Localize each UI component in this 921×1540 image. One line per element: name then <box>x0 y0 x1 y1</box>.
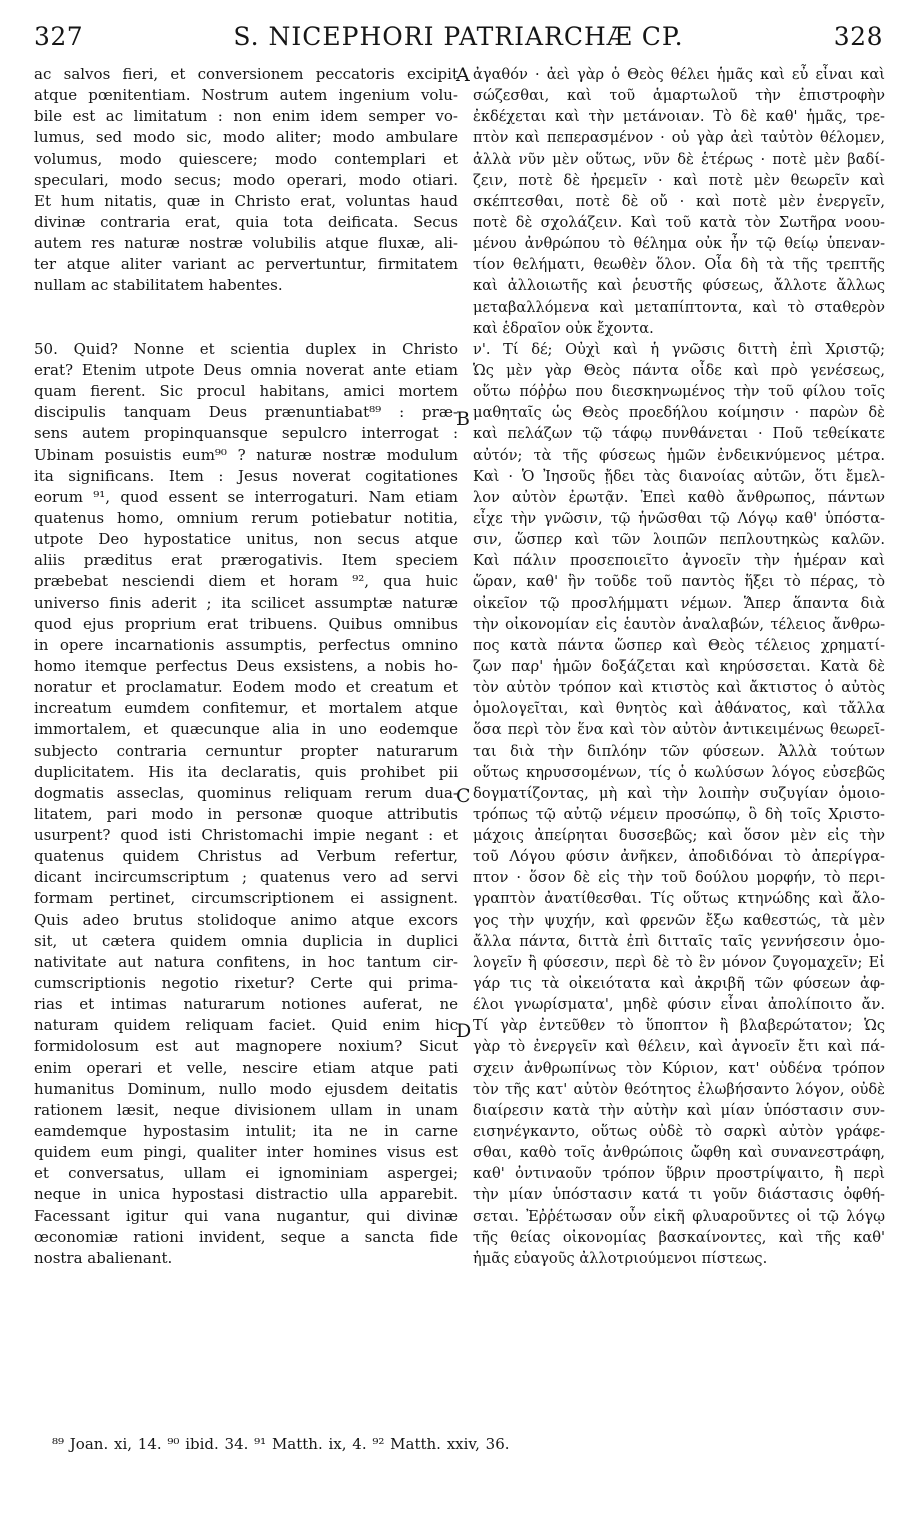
latin-text-line: nullam ac stabilitatem habentes. <box>34 276 283 295</box>
greek-column <box>473 64 885 1269</box>
greek-text-line: ἀγαθόν · ἀεὶ γὰρ ὁ Θεὸς θέλει ἡμᾶς καὶ εὖ εἶναι καὶ <box>473 66 885 83</box>
greek-text-line: τῆς θείας οἰκονομίας βασκαίνοντες, καὶ τῆς καθ' <box>473 1228 885 1246</box>
greek-text-line: σκέπτεσθαι, ποτὲ δὲ οὔ · καὶ ποτὲ μὲν ἐνεργεῖν, <box>473 192 885 210</box>
latin-text-line: universo finis aderit ; ita scilicet assumptæ naturæ <box>34 593 458 612</box>
latin-text-line: eamdemque hypostasim intulit; ita ne in carne <box>34 1122 458 1141</box>
footnotes: ⁸⁹ Joan. xi, 14. ⁹⁰ ibid. 34. ⁹¹ Matth. ix, 4. ⁹² Matth. xxiv, 36. <box>52 1435 510 1453</box>
greek-text-line: μάχοις ἀπείρηται δυσσεβῶς; καὶ ὅσον μὲν εἰς τὴν <box>473 827 885 845</box>
latin-text-line: formidolosum est aut magnopere noxium? Sicut <box>34 1037 458 1056</box>
latin-text-line: ac salvos fieri, et conversionem peccatoris excipit <box>34 65 458 83</box>
greek-text-line: ὁμολογεῖται, καὶ θνητὸς καὶ ἀθάνατος, καὶ τἄλλα <box>473 700 885 718</box>
latin-text-line: rias et intimas naturarum notiones auferat, ne <box>34 995 458 1014</box>
latin-text-line: naturam quidem reliquam faciet. Quid enim hic <box>34 1016 458 1035</box>
latin-text-line: Facessant igitur qui vana nugantur, qui divinæ <box>34 1206 458 1225</box>
latin-text-line: neque in unica hypostasi distractio ulla apparebit. <box>34 1185 458 1204</box>
latin-text-line: duplicitatem. His ita declaratis, quis prohibet pii <box>34 762 458 781</box>
greek-text-line: έλοι γνωρίσματα', μηδὲ φύσιν εἶναι ἀπολίποιτο ἄν. <box>473 996 885 1014</box>
latin-text-line: volumus, modo quiescere; modo contemplari et <box>34 149 458 168</box>
greek-text-line: οὕτω πόῤῥω που διεσκηνωμένος τὴν τοῦ φίλου τοῖς <box>473 383 885 401</box>
latin-text-line: discipulis tanquam Deus prænuntiabat⁸⁹ : præ- <box>34 403 458 422</box>
greek-text-line: καὶ ἑδραῖον οὐκ ἔχοντα. <box>473 319 654 337</box>
greek-text-line: τὸν αὐτὸν τρόπον καὶ κτιστὸς καὶ ἄκτιστος ὁ αὐτὸς <box>473 679 885 697</box>
latin-text-line: dicant incircumscriptum ; quatenus vero ad servi <box>34 868 458 887</box>
greek-text-line: γραπτὸν ἀνατίθεσθαι. Τίς οὕτως κτηνώδης καὶ ἄλο- <box>473 890 885 908</box>
latin-text-line: bile est ac limitatum : non enim idem semper vo- <box>34 107 458 126</box>
latin-text-line: formam pertinet, circumscriptionem ei assignent. <box>34 889 458 908</box>
latin-text-line: Ubinam posuistis eum⁹⁰ ? naturæ nostræ modulum <box>34 445 458 464</box>
latin-text-line: subjecto contraria cernuntur propter naturarum <box>34 741 458 760</box>
latin-text-line: 50. Quid? Nonne et scientia duplex in Christo <box>34 339 458 358</box>
greek-text-line: ὥραν, καθ' ἣν τοῦδε τοῦ παντὸς ἥξει τὸ πέρας, τὸ <box>473 573 885 591</box>
running-title: S. NICEPHORI PATRIARCHÆ CP. <box>233 22 684 51</box>
greek-text-line: λον αὐτὸν ἐρωτᾷν. Ἐπεὶ καθὸ ἄνθρωπος, πάντων <box>473 488 885 506</box>
greek-text-line: γὰρ τὸ ἐνεργεῖν καὶ θέλειν, καὶ ἀγνοεῖν ἔτι καὶ πά- <box>473 1038 885 1056</box>
greek-text-line: πος κατὰ πάντα ὥσπερ καὶ Θεὸς τέλειος χρηματί- <box>473 636 885 654</box>
greek-text-line: αὐτόν; τὰ τῆς φύσεως ἡμῶν ἐνδεικνύμενος μέτρα. <box>473 446 885 464</box>
latin-text-line: ita significans. Item : Jesus noverat cogitationes <box>34 466 458 485</box>
greek-text-line: ἀλλὰ νῦν μὲν οὕτως, νῦν δὲ ἑτέρως · ποτὲ μὲν βαδί- <box>473 150 885 168</box>
latin-text-line: aliis præditus erat prærogativis. Item speciem <box>34 551 458 570</box>
latin-text-line: utpote Deo hypostatice unitus, non secus atque <box>34 530 458 549</box>
greek-text-line: καὶ πελάζων τῷ τάφῳ πυνθάνεται · Ποῦ τεθείκατε <box>473 425 885 443</box>
latin-text-line: enim operari et velle, nescire etiam atque pati <box>34 1058 458 1077</box>
latin-text-line: ter atque aliter variant ac pervertuntur, firmitatem <box>34 255 458 274</box>
greek-text-line: ποτὲ δὲ σχολάζειν. Καὶ τοῦ κατὰ τὸν Σωτῆρα νοου- <box>473 213 885 231</box>
greek-text-line: ζων παρ' ἡμῶν δοξάζεται καὶ κηρύσσεται. Κατὰ δὲ <box>473 657 885 675</box>
latin-text-line: usurpent? quod isti Christomachi impie negant : et <box>34 826 458 845</box>
greek-text-line: γος τὴν ψυχήν, καὶ φρενῶν ἔξω καθεστώς, τὰ μὲν <box>473 911 885 929</box>
greek-text-line: εἶχε τὴν γνῶσιν, τῷ ἡνῶσθαι τῷ Λόγῳ καθ' ὑπόστα- <box>473 509 885 527</box>
greek-text-line: πτον · ὅσον δὲ εἰς τὴν τοῦ δούλου μορφήν, τὸ περι- <box>473 869 885 887</box>
greek-text-line: λογεῖν ἢ φύσεσιν, περὶ δὲ τὸ ἓν μόνον ζυγομαχεῖν; Εἰ <box>473 953 885 971</box>
latin-text-line: cumscriptionis negotio rixetur? Certe qui prima- <box>34 974 458 993</box>
greek-text-line: καὶ ἀλλοιωτῆς καὶ ῥευστῆς φύσεως, ἄλλοτε ἄλλως <box>473 277 885 295</box>
greek-text-line: τὸν τῆς κατ' αὐτὸν θεότητος ἐλωβήσαντο λόγον, οὐδὲ <box>473 1080 885 1098</box>
latin-text-line: œconomiæ rationi invident, seque a sancta fide <box>34 1227 458 1246</box>
greek-text-line: εισηνέγκαντο, οὕτως οὐδὲ τὸ σαρκὶ αὐτὸν γράφε- <box>473 1123 885 1141</box>
greek-text-line: διαίρεσιν κατὰ τὴν αὐτὴν καὶ μίαν ὑπόστασιν συν- <box>473 1101 885 1119</box>
latin-text-line: sens autem propinquansque sepulcro interrogat : <box>34 424 458 443</box>
latin-text-line: quidem eum pingi, qualiter inter homines visus est <box>34 1143 458 1162</box>
page-number-left: 327 <box>34 22 84 51</box>
greek-text-line: Τί γὰρ ἐντεῦθεν τὸ ὕποπτον ἢ βλαβερώτατον; Ὡς <box>473 1017 885 1035</box>
greek-text-line: τὴν οἰκονομίαν εἰς ἑαυτὸν ἀναλαβών, τέλειος ἄνθρω- <box>473 615 885 633</box>
latin-text-line: quam fierent. Sic procul habitans, amici mortem <box>34 382 458 401</box>
greek-text-line: σεται. Ἐῤῥέτωσαν οὖν εἰκῆ φλυαροῦντες οἱ τῷ λόγῳ <box>473 1207 885 1225</box>
latin-text-line: in opere incarnationis assumptis, perfectus omnino <box>34 635 458 654</box>
greek-text-line: ὅσα περὶ τὸν ἕνα καὶ τὸν αὐτὸν ἀντικειμένως θεωρεῖ- <box>473 721 885 739</box>
greek-text-line: καθ' ὀντιναοῦν τρόπον ὕβριν προστρίψαιτο, ἢ περὶ <box>473 1165 885 1183</box>
latin-text-line: Et hum nitatis, quæ in Christo erat, voluntas haud <box>34 191 458 210</box>
latin-text-line: quod ejus proprium erat tribuens. Quibus omnibus <box>34 614 458 633</box>
page-number-right: 328 <box>833 22 883 51</box>
greek-text-line: γάρ τις τὰ οἰκειότατα καὶ ἀκριβῆ τῶν φύσεων ἀφ- <box>473 975 885 993</box>
greek-text-line: δογματίζοντας, μὴ καὶ τὴν λοιπὴν συζυγίαν ὁμοιο- <box>473 784 885 802</box>
latin-text-line: noratur et proclamatur. Eodem modo et creatum et <box>34 678 458 697</box>
section-marker-a: A <box>456 64 470 86</box>
latin-text-line: rationem læsit, neque divisionem ullam in unam <box>34 1100 458 1119</box>
latin-text-line: increatum eumdem confitemur, et mortalem atque <box>34 699 458 718</box>
greek-text-line: σχειν ἀνθρωπίνως τὸν Κύριον, κατ' οὐδένα τρόπον <box>473 1059 885 1077</box>
latin-text-line: dogmatis asseclas, quominus reliquam rerum dua- <box>34 783 458 802</box>
greek-text-line: πτὸν καὶ πεπερασμένον · οὐ γὰρ ἀεὶ ταὐτὸν θέλομεν, <box>473 129 885 147</box>
greek-text-line: ἡμᾶς εὐαγοῦς ἀλλοτριούμενοι πίστεως. <box>473 1249 768 1267</box>
latin-text-line: divinæ contraria erat, quia tota deificata. Secus <box>34 212 458 231</box>
latin-text-line: humanitus Dominum, nullo modo ejusdem deitatis <box>34 1079 458 1098</box>
greek-text-line: μεταβαλλόμενα καὶ μεταπίπτοντα, καὶ τὸ σταθερὸν <box>473 298 885 316</box>
latin-text-line: quatenus homo, omnium rerum potiebatur notitia, <box>34 508 458 527</box>
latin-text-line: et conversatus, ullam ei ignominiam aspergei; <box>34 1164 458 1183</box>
latin-text-line: immortalem, et quæcunque alia in uno eodemque <box>34 720 458 739</box>
greek-text-line: οὕτως κηρυσσομένων, τίς ὁ κωλύσων λόγος εὐσεβῶς <box>473 763 885 781</box>
greek-text-line: σώζεσθαι, καὶ τοῦ ἁμαρτωλοῦ τὴν ἐπιστροφὴν <box>473 87 885 105</box>
greek-text-line: μαθηταῖς ὡς Θεὸς προεδήλου κοίμησιν · παρὼν δὲ <box>473 404 885 422</box>
latin-text-line: Quis adeo brutus stolidoque animo atque excors <box>34 910 458 929</box>
greek-text-line: Καὶ · Ὁ Ἰησοῦς ᾔδει τὰς διανοίας αὐτῶν, ὅτι ἔμελ- <box>473 467 885 485</box>
greek-text-line: ζειν, ποτὲ δὲ ἠρεμεῖν · καὶ ποτὲ μὲν θεωρεῖν καὶ <box>473 171 885 189</box>
greek-text-line: σθαι, καθὸ τοῖς ἀνθρώποις ὤφθη καὶ συνανεστράφη, <box>473 1144 885 1162</box>
latin-text-line: homo itemque perfectus Deus exsistens, a nobis ho- <box>34 656 458 675</box>
latin-text-line: atque pœnitentiam. Nostrum autem ingenium volu- <box>34 86 458 105</box>
greek-text-line: τρόπως τῷ αὐτῷ νέμειν προσώπῳ, ὃ δὴ τοῖς Χριστο- <box>473 805 885 823</box>
greek-text-line: ἐκδέχεται καὶ τὴν μετάνοιαν. Τὸ δὲ καθ' ἡμᾶς, τρε- <box>473 108 885 126</box>
latin-text-line: quatenus quidem Christus ad Verbum refertur, <box>34 847 458 866</box>
latin-column <box>34 64 458 1269</box>
latin-text-line: præbebat nesciendi diem et horam ⁹², qua huic <box>34 572 458 591</box>
greek-text-line: σιν, ὥσπερ καὶ τῶν λοιπῶν πεπλουτηκὼς καλῶν. <box>473 531 885 549</box>
section-marker-c: C <box>456 785 471 807</box>
latin-text-line: erat? Etenim utpote Deus omnia noverat ante etiam <box>34 360 458 379</box>
greek-text-line: Ὡς μὲν γὰρ Θεὸς πάντα οἶδε καὶ πρὸ γενέσεως, <box>473 361 885 379</box>
latin-text-line: lumus, sed modo sic, modo aliter; modo ambulare <box>34 128 458 147</box>
greek-text-line: οἰκεῖον τῷ προσλήμματι νέμων. Ἅπερ ἅπαντα διὰ <box>473 594 885 612</box>
latin-text-line: speculari, modo secus; modo operari, modo otiari. <box>34 170 458 189</box>
page-header <box>34 16 883 60</box>
greek-text-line: τίον θελήματι, θεωθὲν ὅλον. Οἷα δὴ τὰ τῆς τρεπτῆς <box>473 256 885 274</box>
greek-text-line: ν'. Τί δέ; Οὐχὶ καὶ ἡ γνῶσις διττὴ ἐπὶ Χριστῷ; <box>473 340 885 358</box>
greek-text-line: μένου ἀνθρώπου τὸ θέλημα οὐκ ἦν τῷ θείῳ ὑπεναν- <box>473 235 885 253</box>
latin-text-line <box>34 318 458 339</box>
latin-text-line <box>34 297 458 318</box>
greek-text-line: ται διὰ τὴν διπλόην τῶν φύσεων. Ἀλλὰ τούτων <box>473 742 885 760</box>
greek-text-line: ἄλλα πάντα, διττὰ ἐπὶ διτταῖς ταῖς γεννήσεσιν ὁμο- <box>473 932 885 950</box>
latin-text-line: nativitate aut natura confitens, in hoc tantum cir- <box>34 952 458 971</box>
latin-text-line: litatem, pari modo in personæ quoque attributis <box>34 804 458 823</box>
section-marker-b: B <box>456 408 470 430</box>
greek-text-line: Καὶ πάλιν προσεποιεῖτο ἀγνοεῖν τὴν ἡμέραν καὶ <box>473 552 885 570</box>
latin-text-line: autem res naturæ nostræ volubilis atque fluxæ, ali- <box>34 234 458 253</box>
section-marker-d: D <box>456 1020 472 1042</box>
latin-text-line: eorum ⁹¹, quod essent se interrogaturi. Nam etiam <box>34 487 458 506</box>
latin-text-line: sit, ut cætera quidem omnia duplicia in duplici <box>34 931 458 950</box>
greek-text-line: τὴν μίαν ὑπόστασιν κατά τι γοῦν διάστασις ὀφθή- <box>473 1186 885 1204</box>
latin-text-line: nostra abalienant. <box>34 1248 173 1267</box>
greek-text-line: τοῦ Λόγου φύσιν ἀνῆκεν, ἀποδιδόναι τὸ ἀπερίγρα- <box>473 848 885 866</box>
